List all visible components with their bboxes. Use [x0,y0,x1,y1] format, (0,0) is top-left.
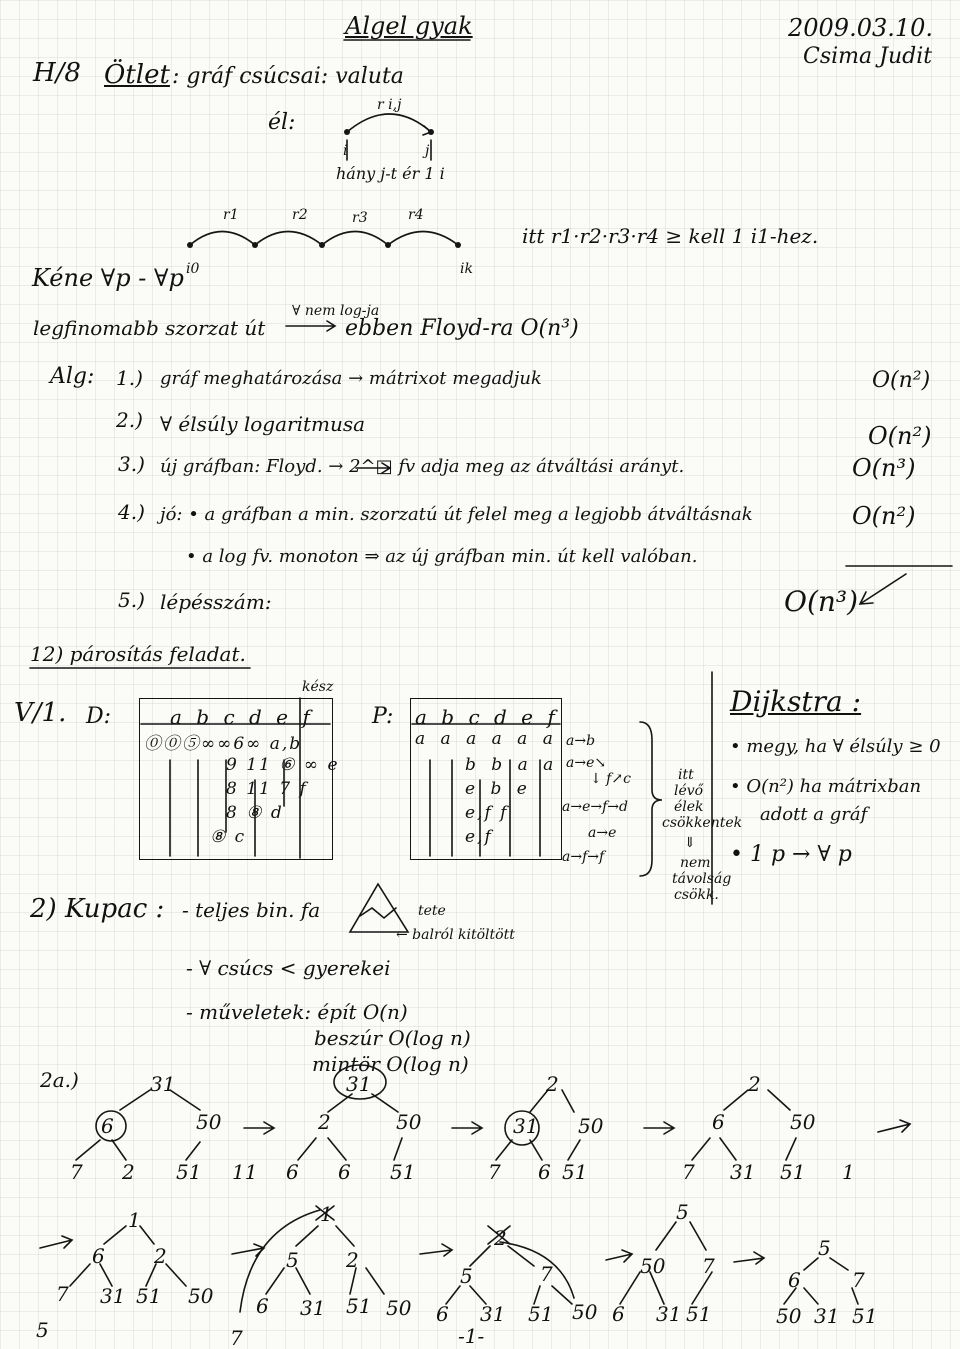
highlight-circle [505,1111,539,1145]
brace-note: nem [680,855,711,871]
node-j: j [425,143,430,159]
heap-node: 31 [150,1072,176,1096]
checkmark-arrow [860,574,906,604]
heap-node: 7 [682,1160,695,1184]
alg-step-4-cost: O(n²) [852,502,916,530]
heap-node: 1 [128,1208,141,1232]
kupac-item: beszúr O(log n) [314,1026,471,1050]
ebben-line: ebben Floyd-ra O(n³) [345,316,579,341]
alg-step-5-cost: O(n³) [784,585,859,618]
heap-node: 51 [852,1304,878,1328]
heap-triangle [350,884,408,932]
p-matrix-row: b b a a [465,755,559,775]
heap-node: 6 [256,1294,269,1318]
heap-triangle-fill [360,908,396,918]
alg-step-4-text: jó: • a gráfban a min. szorzatú út felel meg a legjobb átváltásnak [160,504,753,525]
page-title: Algel gyak [345,12,473,40]
edge-weight-label: r i,j [377,97,402,113]
heap-node: 2 [346,1248,359,1272]
p-label: P: [372,704,394,729]
chain-label-1: r1 [223,207,239,223]
heap-node: 6 [612,1302,625,1326]
edge-explanation: hány j-t ér 1 i [336,164,445,183]
path-note: a→b [566,733,596,749]
heap-node: 31 [814,1304,840,1328]
step-arrow [734,1252,764,1264]
d-label: D: [86,704,112,729]
heap-node: 6 [712,1110,725,1134]
p-matrix-row: e b e [465,779,532,799]
heap-node: 31 [656,1302,682,1326]
d-matrix-row: ⑧ c [210,827,247,847]
heap-node: 2 [748,1072,761,1096]
kupac-item: - műveletek: épít O(n) [186,1000,408,1024]
heap-node: 6 [338,1160,351,1184]
brace-note: csökkentek [662,815,743,831]
heap-node: 51 [528,1302,554,1326]
kupac-item: - ∀ csúcs < gyerekei [186,956,391,980]
step-arrow [420,1244,452,1256]
heap-node: 6 [788,1268,801,1292]
brace [640,722,662,876]
chain-arcs [190,232,458,246]
heap-node: 1 [842,1160,855,1184]
step-arrow [452,1122,482,1134]
p-table-col-lines [430,760,540,856]
heap-node: 5 [818,1236,831,1260]
heap-node: 6 [538,1160,551,1184]
swap-arc [240,1210,320,1312]
heap-node: 51 [176,1160,202,1184]
kene-line: Kéne ∀p - ∀p [32,264,184,292]
heap-node: 2 [546,1072,559,1096]
heap-node: 50 [396,1110,422,1134]
brace-note: távolság [672,871,732,887]
d-matrix-row: 8 11 7 f [226,779,308,799]
alg-step-1-text: gráf meghatározása → mátrixot megadjuk [160,368,542,389]
heap-node: 50 [776,1304,802,1328]
alg-step-3-number: 3.) [118,452,145,476]
heap-node: 6 [101,1114,114,1138]
el-label: él: [268,110,296,135]
d-matrix-row: 9 11 ⑥ ∞ e [226,755,340,775]
brace-note: ⇓ [684,835,696,851]
tete-note: tete [418,903,446,919]
dijkstra-title: Dijkstra : [730,685,862,718]
heap-node: 7 [852,1268,865,1292]
heap-node: 51 [390,1160,416,1184]
dijkstra-item: • megy, ha ∀ élsúly ≥ 0 [730,736,941,757]
heap-node: 31 [300,1296,326,1320]
chain-label-2: r2 [292,207,308,223]
section-v1-label: V/1. [14,698,67,728]
p-matrix-row: e,f f [465,803,509,823]
heap-node: 5 [460,1264,473,1288]
alg-step-4-number: 4.) [118,500,145,524]
highlight-circle [96,1111,126,1141]
page-number: -1- [458,1324,485,1348]
legfinom-arrow [286,321,335,331]
heap-node: 51 [562,1160,588,1184]
heap-node: 31 [346,1072,372,1096]
heap-node: 51 [346,1294,372,1318]
heap-node: 31 [730,1160,756,1184]
heap-node: 7 [488,1160,501,1184]
heap-node: 7 [540,1262,553,1286]
arrow-label: ∀ nem log-ja [292,303,380,319]
strike-x [316,1206,334,1220]
heap-node: 50 [386,1296,412,1320]
edge-ticks [347,140,431,160]
alg-label: Alg: [50,364,95,389]
alg-step-5-text: lépésszám: [160,590,272,614]
dijkstra-item: • 1 p → ∀ p [730,842,852,867]
chain-end-node: ik [460,261,473,277]
p-matrix-header: a b c d e f [415,705,559,729]
alg-step-5-number: 5.) [118,588,145,612]
heap-node: 50 [640,1254,666,1278]
alg-step-1-cost: O(n²) [872,368,931,393]
alg-step-4b-text: • a log fv. monoton ⇒ az új gráfban min. út kell valóban. [186,546,698,567]
heap-node: 51 [136,1284,162,1308]
author: Csima Judit [803,44,933,69]
heap-node: 50 [196,1110,222,1134]
step-arrow [40,1236,72,1248]
alg-step-2-text: ∀ élsúly logaritmusa [160,412,366,436]
path-note: a→e↘ [566,755,607,771]
heap-node: 2 [154,1244,167,1268]
heap-node: 50 [790,1110,816,1134]
alg-step-3-cost: O(n³) [852,454,916,482]
d-table-col-lines [170,760,284,856]
otlet-line: : gráf csúcsai: valuta [172,64,404,89]
heap-node: 11 [232,1160,258,1184]
alg-step-2-cost: O(n²) [868,422,932,450]
node-i: i [343,143,348,159]
step-arrow [244,1122,274,1134]
kupac-item: - teljes bin. fa [182,898,321,922]
otlet-heading: Ötlet [104,60,170,90]
kupac-label: 2) Kupac : [30,894,165,924]
kesz-note: kész [302,679,334,695]
path-note: a→e [588,825,617,841]
brace-note: élek [674,799,704,815]
heap-node: 6 [92,1244,105,1268]
heap-node: 31 [480,1302,506,1326]
brace-note: lévő [674,783,704,799]
heap-node: 7 [702,1254,715,1278]
heap-node: 5 [676,1200,689,1224]
heap-node: 50 [188,1284,214,1308]
highlight-circle [334,1065,386,1099]
heap-node: 51 [686,1302,712,1326]
heap-node: 2 [494,1226,507,1250]
path-note: ↓ f↗c [590,771,631,787]
p-matrix-row: a a a a a a [415,729,558,749]
step-arrow [644,1122,674,1134]
d-matrix-row: ⓪⓪⑤∞∞6∞ a,b [144,734,303,754]
heap-node: 6 [286,1160,299,1184]
chain-start-node: i0 [186,261,200,277]
alg-step-2-number: 2.) [116,408,143,432]
legfinomabb-line: legfinomabb szorzat út [33,316,266,340]
heap-node: 5 [286,1248,299,1272]
chain-label-3: r3 [352,210,368,226]
heap-node: 50 [578,1114,604,1138]
tree-row1-edges [76,1090,910,1160]
edge-arc [347,114,431,132]
alg-step-1-number: 1.) [116,366,143,390]
alg-step-3-text: új gráfban: Floyd. → 2^□ fv adja meg az átváltási arányt. [160,456,685,477]
d-matrix-header: a b c d e f [170,705,314,729]
path-note: a→f→f [562,849,605,865]
p-matrix-row: e,f [465,827,493,847]
step-arrow [606,1250,632,1262]
dijkstra-item: • O(n²) ha mátrixban [730,776,922,797]
step-arrow [878,1120,910,1132]
floyd-arrow [356,463,390,473]
heap-node: 2 [122,1160,135,1184]
heap-node: 7 [70,1160,83,1184]
section-label-h8: H/8 [33,58,81,88]
trees-label: 2a.) [40,1068,79,1092]
swap-arc [500,1242,574,1298]
heap-node: 51 [780,1160,806,1184]
balrol-note: ← balról kitöltött [396,927,515,943]
heap-node: 31 [100,1284,126,1308]
chain-note: itt r1·r2·r3·r4 ≥ kell 1 i1-hez. [522,224,819,248]
tree-row2-edges [40,1202,858,1312]
path-note: a→e→f→d [562,799,628,815]
date: 2009.03.10. [788,14,934,42]
section-12: 12) párosítás feladat. [30,642,246,666]
heap-node: 7 [56,1282,69,1306]
heap-node: 1 [320,1202,333,1226]
heap-node: 50 [572,1300,598,1324]
chain-label-4: r4 [408,207,424,223]
kupac-item: mintör O(log n) [312,1052,469,1076]
brace-note: csökk. [674,887,719,903]
d-matrix-row: 8 ⑧ d [226,803,284,823]
heap-node: 5 [36,1318,49,1342]
dijkstra-item: adott a gráf [760,804,868,825]
brace-note: itt [678,767,694,783]
heap-node: 7 [230,1326,243,1349]
heap-node: 2 [318,1110,331,1134]
heap-node: 6 [436,1302,449,1326]
strike-x [488,1226,510,1244]
heap-node: 31 [513,1114,539,1138]
